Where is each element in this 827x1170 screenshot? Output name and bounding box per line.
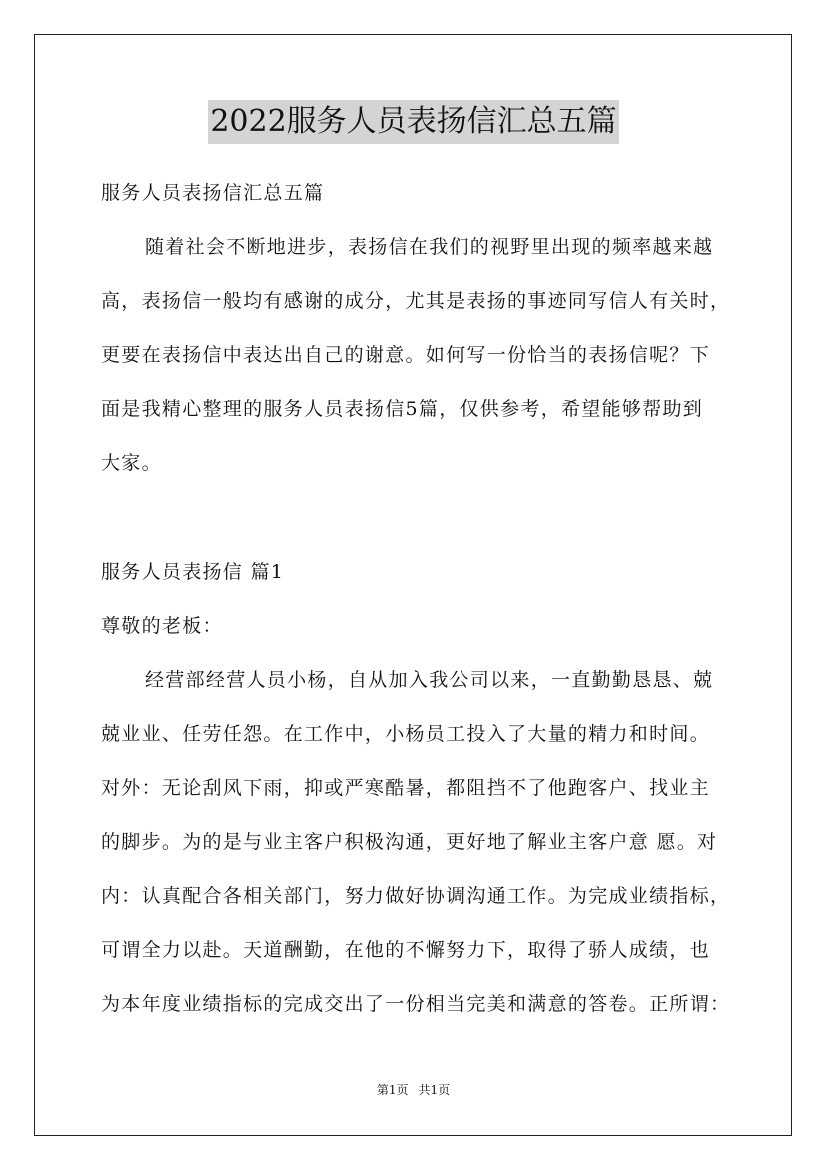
intro-line-5: 大家。 [101,452,162,474]
title-container [0,100,827,144]
body-line-5: 内：认真配合各相关部门，努力做好协调沟通工作。为完成业绩指标， [101,885,731,907]
document-title: 2022服务人员表扬信汇总五篇 [208,100,618,144]
body-line-3: 对外：无论刮风下雨，抑或严寒酷暑，都阻挡不了他跑客户、找业主 [101,777,711,799]
page-number: 第1页 [376,1083,409,1097]
intro-line-3: 更要在表扬信中表达出自己的谢意。如何写一份恰当的表扬信呢？下 [101,344,711,366]
page-footer [0,1082,827,1098]
section-heading: 服务人员表扬信 篇1 [101,561,285,583]
body-line-4: 的脚步。为的是与业主客户积极沟通，更好地了解业主客户意 愿。对 [101,831,718,853]
intro-line-4: 面是我精心整理的服务人员表扬信5篇，仅供参考，希望能够帮助到 [101,398,704,420]
body-line-6: 可谓全力以赴。天道酬勤，在他的不懈努力下，取得了骄人成绩，也 [101,939,711,961]
body-line-1: 经营部经营人员小杨，自从加入我公司以来，一直勤勤恳恳、兢 [145,669,714,691]
intro-line-2: 高，表扬信一般均有感谢的成分，尤其是表扬的事迹同写信人有关时， [101,290,731,312]
salutation: 尊敬的老板： [101,615,223,637]
document-subtitle: 服务人员表扬信汇总五篇 [101,182,325,204]
body-line-7: 为本年度业绩指标的完成交出了一份相当完美和满意的答卷。正所谓： [101,993,731,1015]
intro-line-1: 随着社会不断地进步，表扬信在我们的视野里出现的频率越来越 [145,236,714,258]
body-line-2: 兢业业、任劳任怨。在工作中，小杨员工投入了大量的精力和时间。 [101,723,711,745]
page-total: 共1页 [418,1083,451,1097]
